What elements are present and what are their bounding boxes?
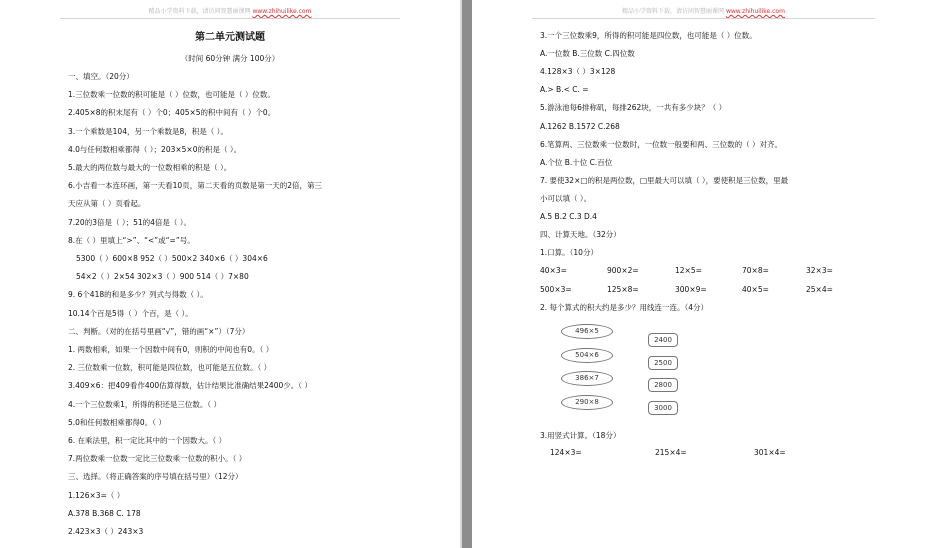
expression-oval: 386×7 xyxy=(561,371,613,386)
question-line: 3.一个三位数乘9，所得的积可能是四位数，也可能是（ ）位数。 xyxy=(540,31,757,40)
vertical-item: 301×4= xyxy=(754,448,786,457)
page-header xyxy=(0,6,460,15)
answer-box: 2400 xyxy=(648,333,678,347)
page-header xyxy=(472,6,935,15)
question-line: 6. 在乘法里，积一定比其中的一个因数大。（ ） xyxy=(68,436,227,445)
question-line: 54×2（ ）2×54 302×3（ ）900 514（ ）7×80 xyxy=(76,272,249,282)
page-subtitle: （时间 60分钟 满分 100分） xyxy=(180,54,280,63)
question-line: 6.小吉看一本连环画，第一天看10页，第二天看的页数是第一天的2倍，第三 xyxy=(68,181,322,191)
question-line: 2.423×3（ ）243×3 xyxy=(68,527,144,536)
header-text: 精品小学资料下载，请访问智慧丽课网 xyxy=(622,8,725,15)
question-line: 7. 要使32×□的积是两位数，□里最大可以填（ ），要使积是三位数，里最 xyxy=(540,175,789,185)
question-line: 5300（ ）600×8 952（ ）500×2 340×6（ ）304×6 xyxy=(76,254,268,263)
oral-item: 125×8= xyxy=(607,285,639,294)
question-line: 2. 三位数乘一位数，积可能是四位数，也可能是五位数。（ ） xyxy=(68,363,272,373)
question-line: 3.一个乘数是104，另一个乘数是8，积是（ ）。 xyxy=(68,126,228,136)
header-text: 精品小学资料下载，请访问智慧丽课网 xyxy=(148,8,251,15)
question-line: 10.14个百是5得（ ）个百，是（ ）。 xyxy=(68,308,193,318)
expression-oval: 496×5 xyxy=(561,324,613,339)
question-line: 5.最大的两位数与最大的一位数相乘的积是（ ）。 xyxy=(68,163,232,172)
page-divider xyxy=(462,0,472,548)
answer-box: 2500 xyxy=(648,356,678,370)
question-line: 1.126×3=（ ） xyxy=(68,490,125,500)
oral-item: 40×5= xyxy=(742,285,769,294)
oral-item: 500×3= xyxy=(540,285,572,294)
question-line: 四、计算天地。（32分） xyxy=(540,230,621,240)
vertical-item: 215×4= xyxy=(655,448,687,457)
vertical-item: 124×3= xyxy=(550,448,582,457)
question-line: 2.405×8的积末尾有（ ）个0；405×5的积中间有（ ）个0。 xyxy=(68,108,276,118)
header-url: www.zhihuilike.com xyxy=(725,8,785,15)
oral-item: 32×3= xyxy=(806,266,833,275)
question-line: A.> B.< C. = xyxy=(540,85,589,95)
question-line: 1.口算。（10分） xyxy=(540,248,598,258)
question-line: 6.笔算两、三位数乘一位数时，一位数一般要和两、三位数的（ ）对齐。 xyxy=(540,139,783,149)
question-line: 3.409×6：把409看作400估算得数，估计结果比准确结果2400少。（ ） xyxy=(68,381,312,391)
oral-item: 900×2= xyxy=(607,266,639,275)
page-title: 第二单元测试题 xyxy=(195,32,265,43)
question-line: 天应从第（ ）页看起。 xyxy=(68,199,146,209)
question-line: 三、选择。（将正确答案的序号填在括号里）（12分） xyxy=(68,472,243,482)
question-line: 5.游泳池每6排称矶，每排262块，一共有多少块？（ ） xyxy=(540,103,727,113)
answer-box: 2800 xyxy=(648,378,678,392)
question-line: 7.20的3倍是（ ）；51的4倍是（ ）。 xyxy=(68,217,192,227)
question-line: 1. 两数相乘，如果一个因数中间有0，则积的中间也有0。（ ） xyxy=(68,345,274,354)
question-line: 1.三位数乘一位数的积可能是（ ）位数，也可能是（ ）位数。 xyxy=(68,90,275,100)
question-line: A.378 B.368 C. 178 xyxy=(68,508,141,518)
question-line: A.5 B.2 C.3 D.4 xyxy=(540,212,597,221)
document-page-left xyxy=(0,0,460,548)
question-line: A.1262 B.1572 C.268 xyxy=(540,121,620,131)
oral-item: 25×4= xyxy=(806,285,833,294)
question-line: 4.0与任何数相乘都得（ ）；203×5×0的积是（ ）。 xyxy=(68,144,242,154)
header-url: www.zhihuilike.com xyxy=(252,8,312,15)
expression-oval: 290×8 xyxy=(561,395,613,410)
question-vertical: 3.用竖式计算。（18分） xyxy=(540,431,621,440)
oral-item: 300×9= xyxy=(675,285,707,294)
question-line: 9. 6个418的和是多少？列式与得数（ ）。 xyxy=(68,290,208,300)
oral-item: 70×8= xyxy=(742,266,769,275)
question-line: 4.一个三位数乘1，所得的积还是三位数。（ ） xyxy=(68,399,222,409)
document-page-right xyxy=(472,0,935,548)
question-line: 7.两位数乘一位数一定比三位数乘一位数的积小。（ ） xyxy=(68,454,247,464)
question-line: 小可以填（ ）。 xyxy=(540,193,592,203)
question-line: 一、填空。（20分） xyxy=(68,72,134,81)
question-line: 二、判断。（对的在括号里画“√”，错的画“×”）（7分） xyxy=(68,326,250,336)
question-line: A.一位数 B.三位数 C.四位数 xyxy=(540,49,635,59)
question-estimate: 2. 每个算式的积大约是多少？用线连一连。（4分） xyxy=(540,303,709,312)
question-line: 8.在（ ）里填上“>”、“<”或“=”号。 xyxy=(68,235,195,245)
oral-item: 40×3= xyxy=(540,266,567,275)
expression-oval: 504×6 xyxy=(561,348,613,363)
question-line: A.个位 B.十位 C.百位 xyxy=(540,157,613,167)
answer-box: 3000 xyxy=(648,401,678,415)
oral-item: 12×5= xyxy=(675,266,702,275)
question-line: 4.128×3（ ）3×128 xyxy=(540,67,616,77)
question-line: 5.0和任何数相乘都得0。（ ） xyxy=(68,417,166,427)
